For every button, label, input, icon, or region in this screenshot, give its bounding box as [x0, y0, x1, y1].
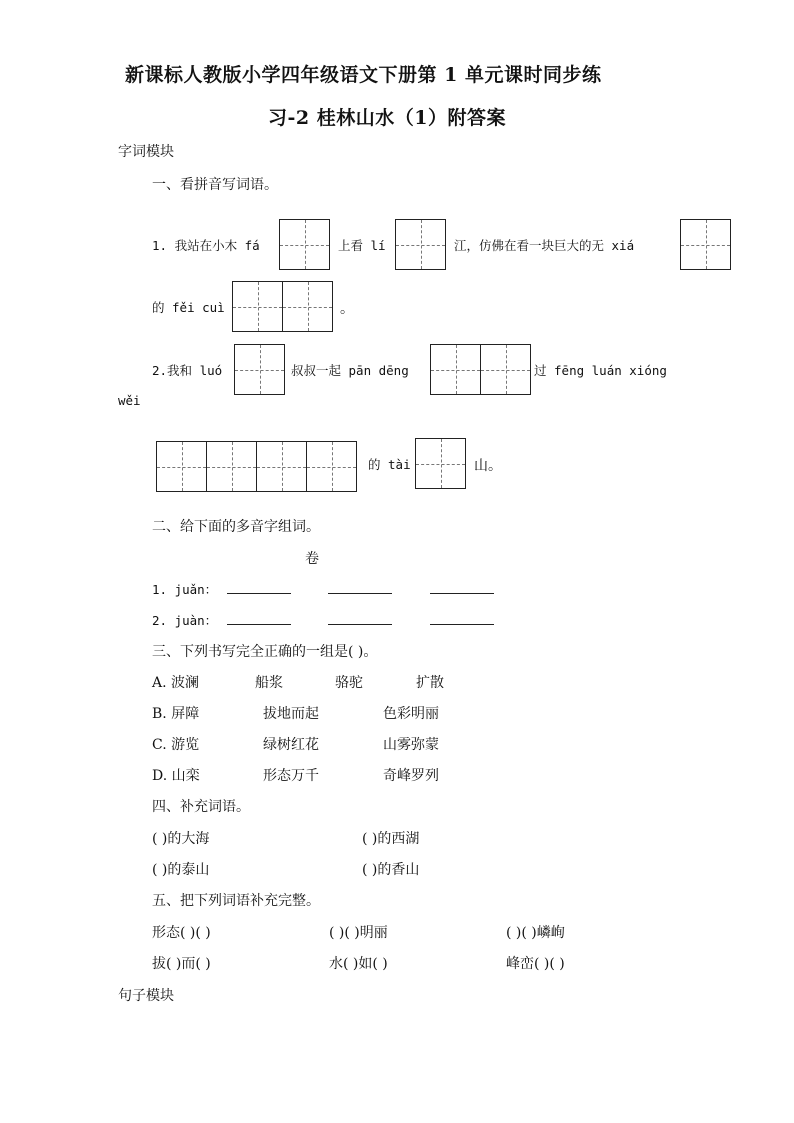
- q1-line2-text-c: 过 fēng luán xióng: [534, 363, 667, 378]
- q3-option-a-1[interactable]: A. 波澜: [152, 675, 200, 691]
- q3-option-a-4: 扩散: [416, 675, 444, 691]
- q4-item-3[interactable]: ( )的泰山: [152, 862, 210, 878]
- page-title-line2: 习-2 桂林山水（1）附答案: [268, 107, 506, 129]
- section-heading-sentences: 句子模块: [118, 988, 174, 1004]
- q2-row2-label: 2. juàn：: [152, 613, 218, 628]
- q1-line1-text-c: 江，仿佛在看一块巨大的无 xiá: [454, 238, 635, 253]
- q5-row1-item-2[interactable]: ( )( )明丽: [329, 925, 388, 941]
- q1-line2-text-d: wěi: [118, 393, 141, 408]
- q5-row2-item-1[interactable]: 拔( )而( ): [152, 956, 211, 972]
- answer-grid-pandeng[interactable]: [430, 344, 531, 395]
- q3-option-c-3: 山雾弥蒙: [383, 737, 439, 753]
- q3-option-d-1[interactable]: D. 山栾: [152, 768, 200, 784]
- q3-option-b-2: 拔地而起: [263, 706, 319, 722]
- q5-row1-item-3[interactable]: ( )( )嶙峋: [506, 925, 565, 941]
- answer-grid-luo[interactable]: [234, 344, 285, 395]
- answer-blank[interactable]: [227, 610, 291, 625]
- q3-option-a-2: 船浆: [255, 675, 283, 691]
- q3-option-c-2: 绿树红花: [263, 737, 319, 753]
- q3-option-d-3: 奇峰罗列: [383, 768, 439, 784]
- q2-row2: [152, 610, 494, 629]
- q2-heading: 二、给下面的多音字组词。: [152, 519, 320, 535]
- q5-row2-item-2[interactable]: 水( )如( ): [329, 956, 388, 972]
- q1-line1-text-a: 1. 我站在小木 fá: [152, 238, 260, 253]
- q2-char: 卷: [305, 551, 319, 567]
- answer-blank[interactable]: [328, 579, 392, 594]
- q4-heading: 四、补充词语。: [152, 799, 250, 815]
- q3-option-a-3: 骆驼: [335, 675, 363, 691]
- q2-row1-label: 1. juǎn：: [152, 582, 218, 597]
- q1-line2-text-a: 2.我和 luó: [152, 363, 223, 378]
- answer-grid-fengluanxiongwei[interactable]: [156, 441, 357, 492]
- answer-grid-xia[interactable]: [680, 219, 731, 270]
- section-heading-words: 字词模块: [118, 144, 174, 160]
- answer-grid-fa[interactable]: [279, 219, 330, 270]
- q5-row1-item-1[interactable]: 形态( )( ): [152, 925, 211, 941]
- answer-blank[interactable]: [328, 610, 392, 625]
- answer-blank[interactable]: [227, 579, 291, 594]
- q1-line1-text-e: 。: [340, 301, 354, 317]
- answer-grid-li[interactable]: [395, 219, 446, 270]
- answer-grid-tai[interactable]: [415, 438, 466, 489]
- q1-line2-text-f: 山。: [474, 458, 502, 474]
- q4-item-2[interactable]: ( )的西湖: [362, 831, 420, 847]
- q3-option-d-2: 形态万千: [263, 768, 319, 784]
- q1-line1-text-b: 上看 lí: [338, 238, 386, 253]
- q1-line2-text-b: 叔叔一起 pān dēng: [291, 363, 409, 378]
- q5-heading: 五、把下列词语补充完整。: [152, 893, 320, 909]
- q4-item-1[interactable]: ( )的大海: [152, 831, 210, 847]
- q3-option-c-1[interactable]: C. 游览: [152, 737, 200, 753]
- q4-item-4[interactable]: ( )的香山: [362, 862, 420, 878]
- q3-option-b-1[interactable]: B. 屏障: [152, 706, 200, 722]
- q5-row2-item-3[interactable]: 峰峦( )( ): [506, 956, 565, 972]
- q1-line2-text-e: 的 tài: [368, 457, 411, 472]
- answer-blank[interactable]: [430, 610, 494, 625]
- q1-line1-text-d: 的 fěi cuì: [152, 300, 225, 315]
- page-title-line1: 新课标人教版小学四年级语文下册第 1 单元课时同步练: [125, 64, 602, 86]
- q1-heading: 一、看拼音写词语。: [152, 177, 278, 193]
- q3-heading: 三、下列书写完全正确的一组是( )。: [152, 644, 378, 660]
- answer-grid-feicui[interactable]: [232, 281, 333, 332]
- q2-row1: [152, 579, 494, 598]
- answer-blank[interactable]: [430, 579, 494, 594]
- q3-option-b-3: 色彩明丽: [383, 706, 439, 722]
